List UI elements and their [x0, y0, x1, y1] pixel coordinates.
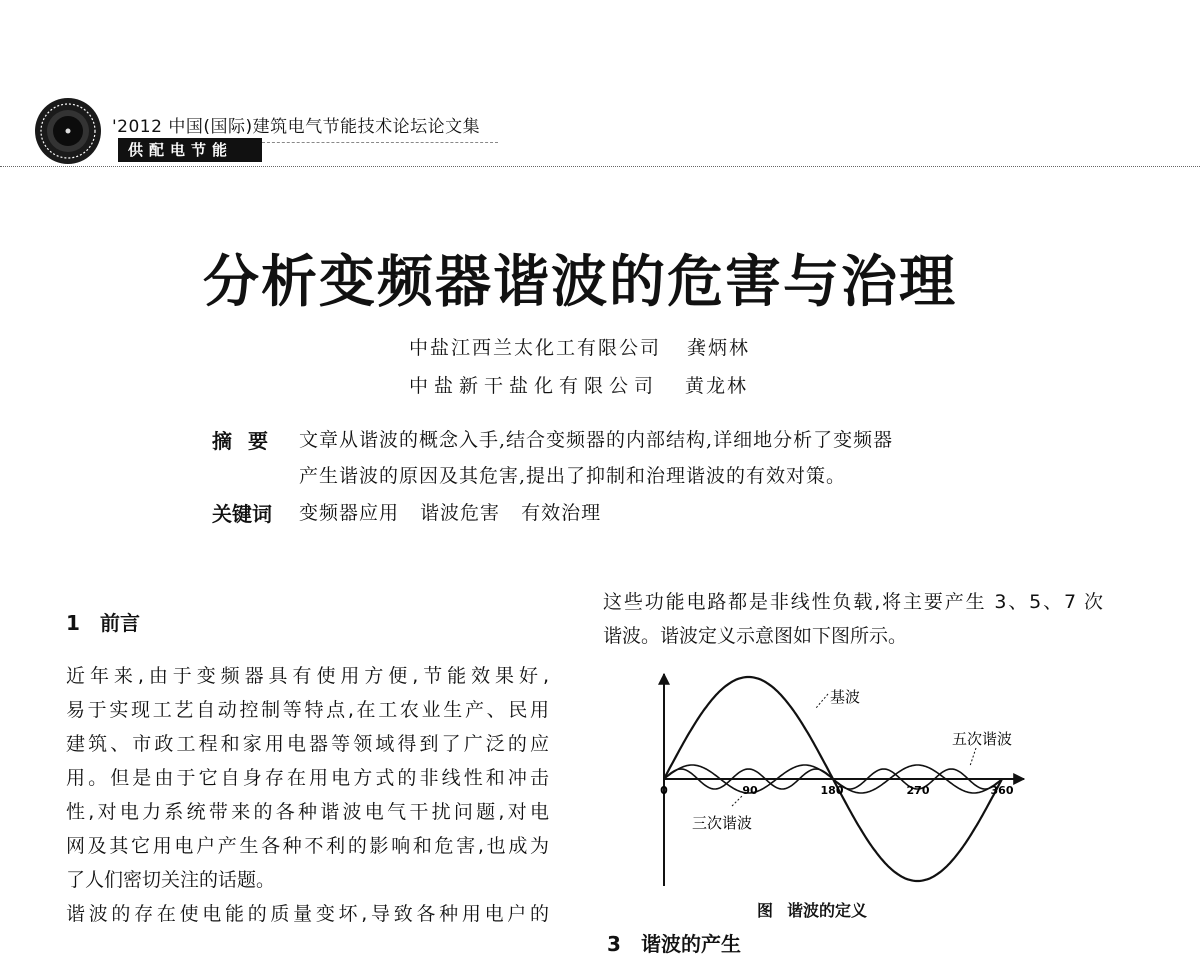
section-heading — [66, 607, 140, 636]
author-affiliation: 中盐新干盐化有限公司 — [409, 375, 660, 397]
tick-label-180: 180 — [820, 784, 844, 797]
abstract-label: 摘要 — [212, 429, 284, 453]
paragraph-line: 谐波的存在使电能的质量变坏,导致各种用电户的 — [66, 903, 549, 925]
paragraph-line: 近年来,由于变频器具有使用方便,节能效果好, — [66, 665, 549, 687]
tick-label-270: 270 — [906, 784, 930, 797]
section-number: 3 — [607, 932, 621, 956]
paragraph-line: 建筑、市政工程和家用电器等领域得到了广泛的应 — [66, 733, 549, 755]
proceedings-title: '2012 中国(国际)建筑电气节能技术论坛论文集 — [112, 117, 481, 137]
section-title: 谐波的产生 — [641, 932, 741, 956]
section-number: 1 — [66, 611, 80, 635]
abstract-line: 文章从谐波的概念入手,结合变频器的内部结构,详细地分析了变频器 — [299, 429, 894, 451]
abstract-line: 产生谐波的原因及其危害,提出了抑制和治理谐波的有效对策。 — [299, 465, 847, 487]
paragraph-line: 用。但是由于它自身存在用电方式的非线性和冲击 — [66, 767, 549, 789]
third-pointer — [732, 796, 742, 806]
tick-label-90: 90 — [742, 784, 758, 797]
tick-label-0: 0 — [660, 784, 668, 797]
fifth-pointer — [970, 748, 976, 766]
author-name: 龚炳林 — [687, 337, 751, 359]
tick-label-360: 360 — [990, 784, 1014, 797]
section-tag: 供配电节能 — [118, 138, 262, 162]
figure-caption — [652, 898, 972, 921]
harmonic-figure — [652, 668, 1042, 896]
paragraph-line: 性,对电力系统带来的各种谐波电气干扰问题,对电 — [66, 801, 549, 823]
paragraph-line: 网及其它用电户产生各种不利的影响和危害,也成为 — [66, 835, 549, 857]
paragraph-line: 易于实现工艺自动控制等特点,在工农业生产、民用 — [66, 699, 549, 721]
label-fifth-harmonic: 五次谐波 — [952, 730, 1013, 748]
keywords-text: 变频器应用 谐波危害 有效治理 — [299, 502, 602, 524]
paragraph-line: 这些功能电路都是非线性负载,将主要产生 3、5、7 次 — [603, 591, 1103, 613]
header-rule — [0, 166, 1200, 167]
paper-title: 分析变频器谐波的危害与治理 — [203, 250, 957, 315]
fundamental-pointer — [816, 694, 828, 708]
author-name: 黄龙林 — [685, 375, 749, 397]
section-title: 前言 — [100, 611, 140, 635]
author-line — [409, 333, 750, 360]
author-line — [409, 371, 748, 398]
section-heading — [607, 928, 741, 957]
label-fundamental: 基波 — [830, 688, 861, 706]
author-affiliation: 中盐江西兰太化工有限公司 — [409, 337, 662, 359]
paragraph-line: 谐波。谐波定义示意图如下图所示。 — [603, 625, 908, 647]
proceedings-logo — [33, 96, 103, 166]
keywords-label: 关键词 — [212, 502, 272, 526]
label-third-harmonic: 三次谐波 — [692, 814, 753, 832]
header-divider — [262, 142, 498, 143]
figure-caption-prefix: 图 — [756, 901, 773, 920]
figure-caption-text: 谐波的定义 — [787, 901, 868, 920]
paragraph-line: 了人们密切关注的话题。 — [66, 869, 276, 891]
